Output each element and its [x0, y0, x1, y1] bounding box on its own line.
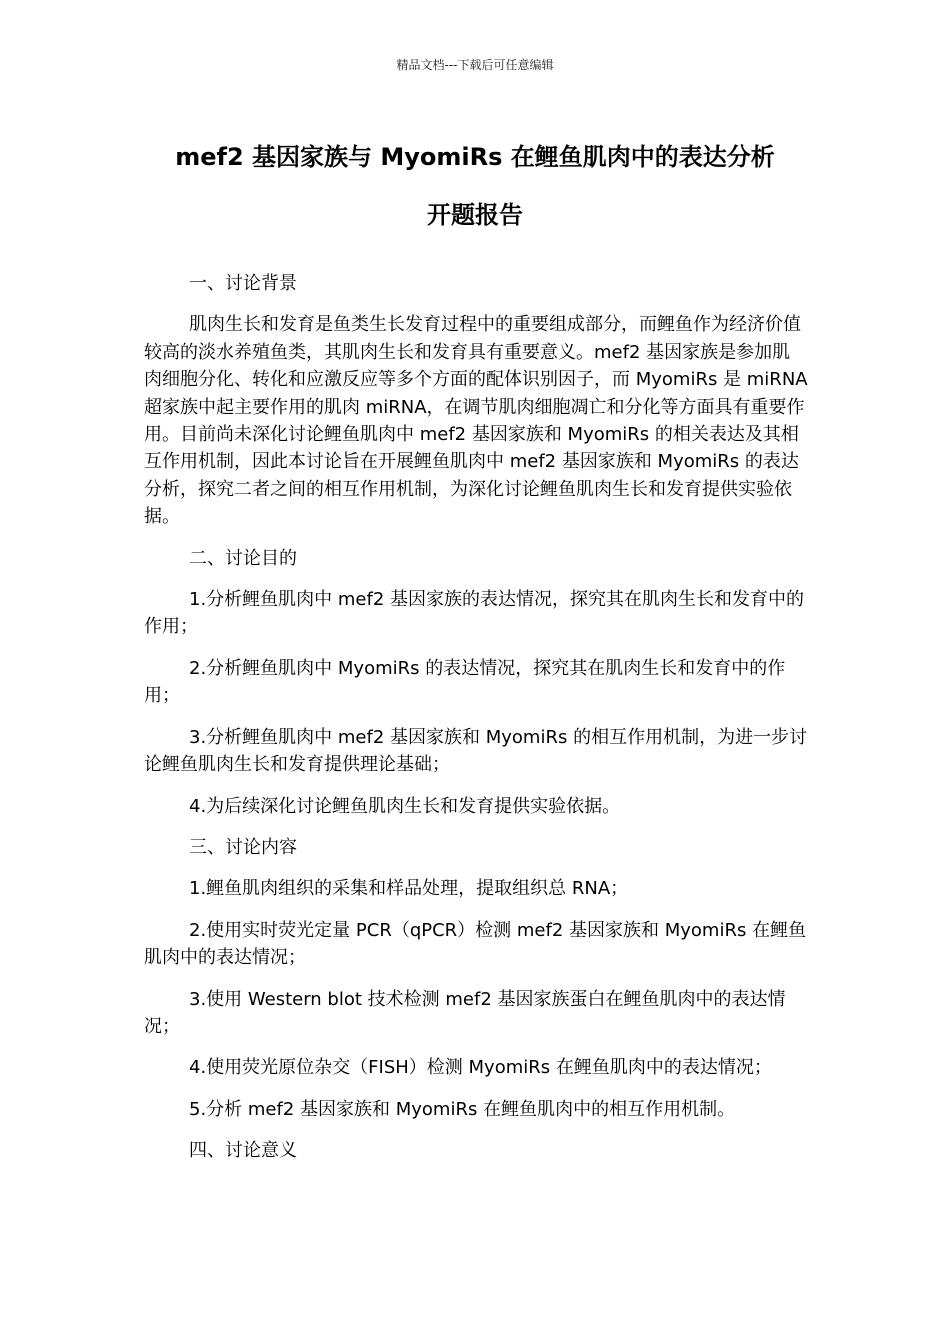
purpose-item-2: 2.分析鲤鱼肌肉中 MyomiRs 的表达情况，探究其在肌肉生长和发育中的作用；: [144, 657, 786, 707]
document-body: [144, 270, 808, 1179]
title-line-2: 开题报告: [427, 201, 523, 229]
content-item-3: 3.使用 Western blot 技术检测 mef2 基因家族蛋白在鲤鱼肌肉中的表达情况；: [144, 988, 786, 1037]
purpose-item-3: 3.分析鲤鱼肌肉中 mef2 基因家族和 MyomiRs 的相互作用机制，为进一步讨论鲤鱼肌肉生长和发育提供理论基础；: [144, 726, 808, 776]
paragraph-background: 肌肉生长和发育是鱼类生长发育过程中的重要组成部分，而鲤鱼作为经济价值较高的淡水养殖鱼类，其肌肉生长和发育具有重要意义。mef2 基因家族是参加肌肉细胞分化、转化和应激反应等多个方面的配体识别因子，而 MyomiRs 是 miRNA 超家族中起主要作用的肌肉 miRNA，在调节肌肉细胞凋亡和分化等方面具有重要作用。目前尚未深化讨论鲤鱼肌肉中 mef2 基因家族和 MyomiRs 的相关表达及其相互作用机制，因此本讨论旨在开展鲤鱼肌肉中 mef2 基因家族和 MyomiRs 的表达分析，探究二者之间的相互作用机制，为深化讨论鲤鱼肌肉生长和发育提供实验依据。: [144, 314, 808, 528]
content-item-2: 2.使用实时荧光定量 PCR（qPCR）检测 mef2 基因家族和 MyomiRs 在鲤鱼肌肉中的表达情况；: [144, 919, 807, 969]
title-line-1: mef2 基因家族与 MyomiRs 在鲤鱼肌肉中的表达分析: [175, 143, 775, 171]
purpose-item-1: 1.分析鲤鱼肌肉中 mef2 基因家族的表达情况，探究其在肌肉生长和发育中的作用；: [144, 589, 805, 638]
document-title: [120, 128, 830, 244]
section-heading-purpose: 二、讨论目的: [189, 547, 297, 569]
content-item-4: 4.使用荧光原位杂交（FISH）检测 MyomiRs 在鲤鱼肌肉中的表达情况；: [189, 1057, 772, 1079]
section-heading-significance: 四、讨论意义: [189, 1140, 297, 1162]
content-item-5: 5.分析 mef2 基因家族和 MyomiRs 在鲤鱼肌肉中的相互作用机制。: [189, 1098, 736, 1120]
content-item-1: 1.鲤鱼肌肉组织的采集和样品处理，提取组织总 RNA；: [189, 878, 629, 900]
section-heading-background: 一、讨论背景: [189, 273, 297, 294]
purpose-item-4: 4.为后续深化讨论鲤鱼肌肉生长和发育提供实验依据。: [189, 795, 621, 817]
section-heading-content: 三、讨论内容: [189, 836, 297, 858]
page-header-note: 精品文档---下载后可任意编辑: [396, 58, 554, 72]
